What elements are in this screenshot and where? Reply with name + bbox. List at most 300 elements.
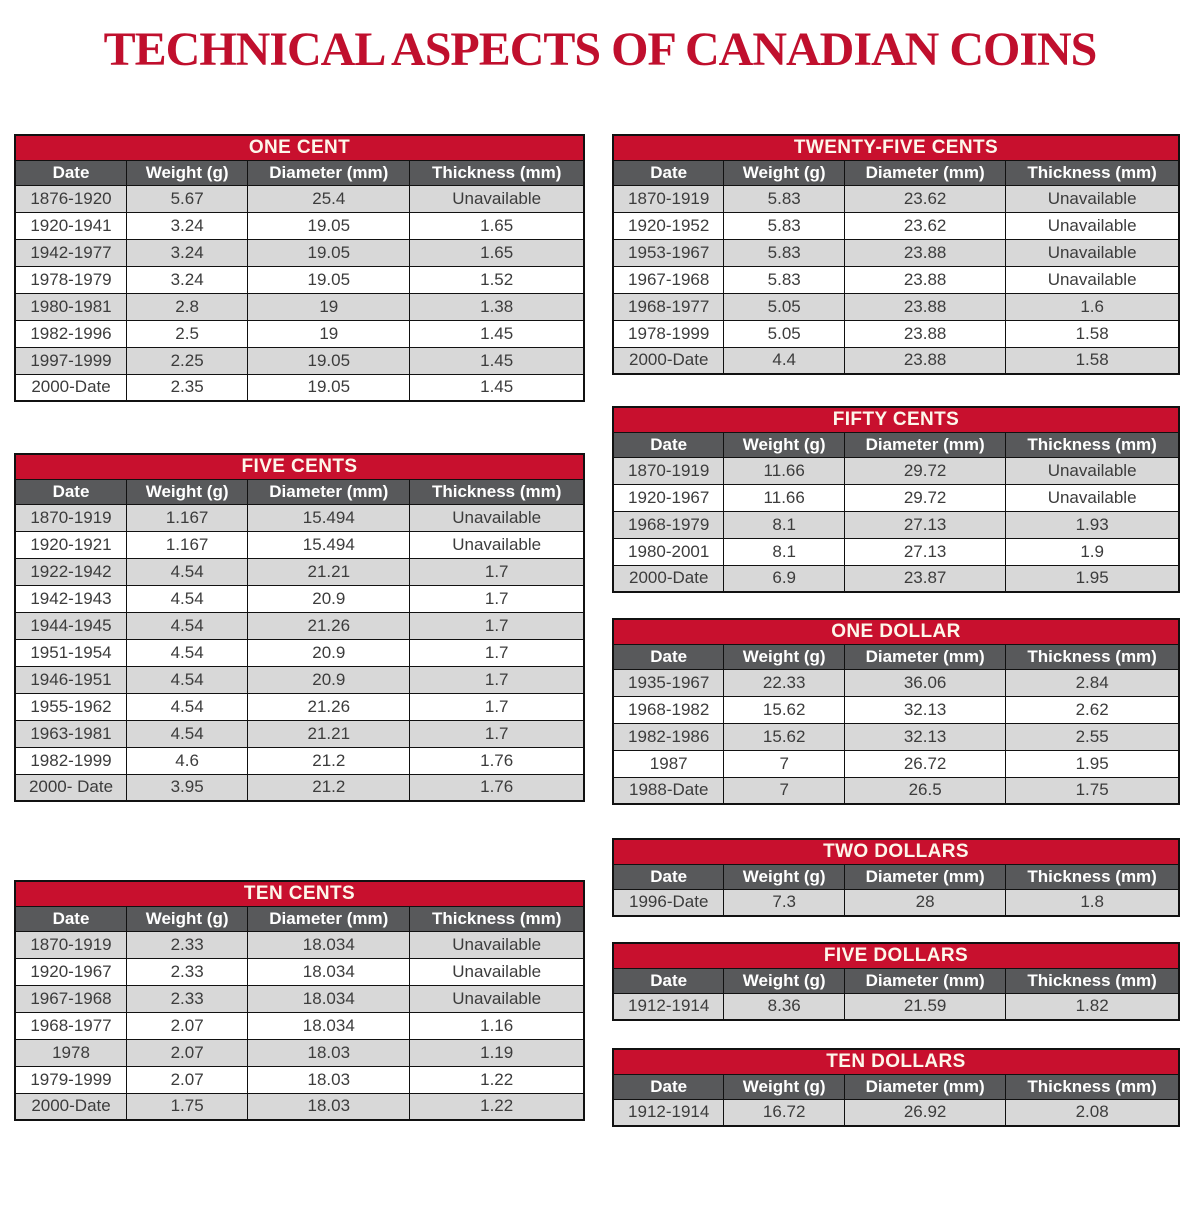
table-cell: Unavailable [410,185,584,212]
table-cell: 1935-1967 [613,669,724,696]
page-title: TECHNICAL ASPECTS OF CANADIAN COINS [103,23,1097,76]
right-column [612,134,1180,1127]
table-cell: Unavailable [1006,239,1179,266]
column-header-date: Date [613,644,724,669]
table-row [15,958,584,985]
table-cell: 7 [724,777,845,804]
table-cell: 2.33 [127,985,248,1012]
column-header-thickness-mm: Thickness (mm) [1006,160,1179,185]
table-cell: 1978-1999 [613,320,724,347]
table-cell: 2.33 [127,958,248,985]
table-cell: 11.66 [724,457,845,484]
coin-table-five-dollars [612,942,1180,1021]
column-header-date: Date [15,160,127,185]
table-title-band: FIVE CENTS [15,454,584,479]
table-cell: 23.62 [844,212,1005,239]
table-title-band: TEN CENTS [15,881,584,906]
table-cell: 1963-1981 [15,720,127,747]
column-header-diameter-mm: Diameter (mm) [844,432,1005,457]
column-header-date: Date [613,1074,724,1099]
coin-table-ten-dollars [612,1048,1180,1127]
column-header-weight-g: Weight (g) [724,644,845,669]
table-cell: 11.66 [724,484,845,511]
table-cell: 2.5 [127,320,248,347]
table-title-row [613,619,1179,644]
table-row [15,1039,584,1066]
table-cell: 1.9 [1006,538,1179,565]
table-row [613,347,1179,374]
table-cell: 1982-1996 [15,320,127,347]
table-row [613,1099,1179,1126]
table-cell: 8.1 [724,538,845,565]
table-row [15,185,584,212]
table-row [613,484,1179,511]
table-cell: 21.26 [248,612,410,639]
table-cell: 21.2 [248,774,410,801]
table-row [613,320,1179,347]
table-cell: 1978 [15,1039,127,1066]
table-row [613,669,1179,696]
table-row [15,1093,584,1120]
table-cell: 1.7 [410,639,584,666]
table-cell: 5.05 [724,293,845,320]
table-cell: 23.88 [844,320,1005,347]
table-cell: 1955-1962 [15,693,127,720]
table-cell: 15.62 [724,723,845,750]
table-cell: 1967-1968 [15,985,127,1012]
table-cell: 2.07 [127,1066,248,1093]
table-cell: 4.54 [127,693,248,720]
column-header-thickness-mm: Thickness (mm) [410,479,584,504]
table-cell: 1982-1986 [613,723,724,750]
column-header-thickness-mm: Thickness (mm) [1006,1074,1179,1099]
table-cell: 21.21 [248,558,410,585]
table-title-row [613,839,1179,864]
table-cell: 20.9 [248,666,410,693]
table-cell: 1.16 [410,1012,584,1039]
table-row [613,457,1179,484]
table-cell: 18.03 [248,1039,410,1066]
column-header-row [613,160,1179,185]
table-cell: Unavailable [410,504,584,531]
left-column [14,134,585,1121]
column-header-date: Date [613,160,724,185]
table-cell: 1920-1941 [15,212,127,239]
table-title-band: FIVE DOLLARS [613,943,1179,968]
column-header-thickness-mm: Thickness (mm) [410,906,584,931]
table-cell: 21.21 [248,720,410,747]
table-row [15,612,584,639]
column-header-diameter-mm: Diameter (mm) [844,160,1005,185]
table-cell: 1.76 [410,747,584,774]
table-row [613,565,1179,592]
table-cell: 8.1 [724,511,845,538]
table-cell: 1.19 [410,1039,584,1066]
table-cell: 4.6 [127,747,248,774]
table-cell: 1968-1979 [613,511,724,538]
table-row [613,185,1179,212]
table-cell: 1.82 [1006,993,1179,1020]
table-cell: 16.72 [724,1099,845,1126]
table-cell: 19.05 [248,212,410,239]
table-row [15,504,584,531]
table-row [15,347,584,374]
table-cell: Unavailable [410,958,584,985]
table-row [15,531,584,558]
table-cell: 28 [844,889,1005,916]
table-cell: 1870-1919 [15,504,127,531]
table-cell: 2.8 [127,293,248,320]
table-cell: 1997-1999 [15,347,127,374]
table-cell: 32.13 [844,696,1005,723]
table-row [613,777,1179,804]
column-header-diameter-mm: Diameter (mm) [844,1074,1005,1099]
table-cell: 2000- Date [15,774,127,801]
table-cell: 1.76 [410,774,584,801]
column-header-diameter-mm: Diameter (mm) [844,864,1005,889]
column-header-thickness-mm: Thickness (mm) [1006,968,1179,993]
table-cell: 2.07 [127,1012,248,1039]
table-cell: Unavailable [410,985,584,1012]
column-header-row [613,968,1179,993]
column-header-diameter-mm: Diameter (mm) [844,968,1005,993]
table-cell: 5.67 [127,185,248,212]
column-header-weight-g: Weight (g) [127,160,248,185]
table-cell: 1978-1979 [15,266,127,293]
table-cell: 1951-1954 [15,639,127,666]
table-cell: 1968-1977 [613,293,724,320]
table-cell: 1.7 [410,612,584,639]
column-header-row [15,479,584,504]
table-cell: 1979-1999 [15,1066,127,1093]
table-row [15,985,584,1012]
table-cell: 3.24 [127,212,248,239]
table-cell: 26.92 [844,1099,1005,1126]
table-cell: 3.24 [127,239,248,266]
table-cell: 1967-1968 [613,266,724,293]
table-row [15,558,584,585]
table-cell: 4.54 [127,666,248,693]
table-cell: 1.75 [127,1093,248,1120]
table-cell: 1912-1914 [613,993,724,1020]
table-row [613,696,1179,723]
table-cell: 1953-1967 [613,239,724,266]
table-cell: 1.22 [410,1066,584,1093]
table-cell: 19 [248,320,410,347]
table-cell: 1912-1914 [613,1099,724,1126]
table-title-row [613,943,1179,968]
column-header-weight-g: Weight (g) [127,906,248,931]
table-cell: 1.58 [1006,347,1179,374]
table-cell: 1968-1977 [15,1012,127,1039]
table-cell: 1920-1967 [613,484,724,511]
table-cell: 2.84 [1006,669,1179,696]
table-cell: Unavailable [1006,185,1179,212]
table-cell: 1920-1967 [15,958,127,985]
table-row [15,774,584,801]
table-title-band: FIFTY CENTS [613,407,1179,432]
table-cell: 1942-1977 [15,239,127,266]
column-header-date: Date [613,864,724,889]
table-cell: 1920-1921 [15,531,127,558]
table-cell: 1942-1943 [15,585,127,612]
table-cell: 19 [248,293,410,320]
table-title-row [613,407,1179,432]
table-cell: 26.72 [844,750,1005,777]
table-cell: 18.034 [248,931,410,958]
table-cell: 21.2 [248,747,410,774]
column-header-row [613,644,1179,669]
table-cell: 15.494 [248,531,410,558]
table-cell: 18.034 [248,1012,410,1039]
coin-table-one-cent [14,134,585,402]
table-cell: 1944-1945 [15,612,127,639]
table-cell: 1922-1942 [15,558,127,585]
column-header-date: Date [613,968,724,993]
table-cell: 1980-2001 [613,538,724,565]
table-cell: 29.72 [844,484,1005,511]
table-cell: 1988-Date [613,777,724,804]
table-cell: 2.33 [127,931,248,958]
table-cell: 1.38 [410,293,584,320]
coin-table-twenty-five-cents [612,134,1180,375]
table-row [15,585,584,612]
table-cell: 1870-1919 [15,931,127,958]
table-cell: 1870-1919 [613,185,724,212]
table-cell: 21.59 [844,993,1005,1020]
column-header-diameter-mm: Diameter (mm) [844,644,1005,669]
table-cell: 5.05 [724,320,845,347]
column-header-weight-g: Weight (g) [724,864,845,889]
table-cell: 23.88 [844,347,1005,374]
table-cell: 2000-Date [613,347,724,374]
table-row [15,747,584,774]
column-header-weight-g: Weight (g) [724,1074,845,1099]
table-title-band: TWO DOLLARS [613,839,1179,864]
column-header-weight-g: Weight (g) [724,432,845,457]
table-cell: 18.034 [248,985,410,1012]
table-cell: 1.7 [410,720,584,747]
table-cell: 4.54 [127,585,248,612]
table-cell: 19.05 [248,266,410,293]
table-cell: 1.167 [127,531,248,558]
coin-table-one-dollar [612,618,1180,805]
column-header-date: Date [15,479,127,504]
table-cell: 1.6 [1006,293,1179,320]
table-cell: Unavailable [1006,457,1179,484]
table-cell: 2.07 [127,1039,248,1066]
table-cell: 1.45 [410,320,584,347]
table-title-row [15,881,584,906]
table-cell: 5.83 [724,185,845,212]
table-cell: 4.54 [127,639,248,666]
table-cell: 7 [724,750,845,777]
table-title-band: ONE CENT [15,135,584,160]
table-cell: Unavailable [410,931,584,958]
table-row [613,239,1179,266]
column-header-thickness-mm: Thickness (mm) [1006,432,1179,457]
table-cell: 1.75 [1006,777,1179,804]
table-cell: 36.06 [844,669,1005,696]
column-header-weight-g: Weight (g) [127,479,248,504]
table-row [613,723,1179,750]
table-cell: 1920-1952 [613,212,724,239]
column-header-thickness-mm: Thickness (mm) [1006,864,1179,889]
column-header-row [613,1074,1179,1099]
table-cell: 1.8 [1006,889,1179,916]
table-cell: Unavailable [1006,484,1179,511]
table-cell: 23.88 [844,266,1005,293]
table-cell: 25.4 [248,185,410,212]
coin-table-five-cents [14,453,585,802]
table-cell: 1.58 [1006,320,1179,347]
table-cell: 1980-1981 [15,293,127,320]
table-cell: 18.03 [248,1093,410,1120]
table-row [613,293,1179,320]
table-cell: 2000-Date [15,374,127,401]
table-row [15,266,584,293]
table-row [15,374,584,401]
table-title-row [15,135,584,160]
table-cell: 1.45 [410,374,584,401]
column-header-row [613,864,1179,889]
table-row [15,239,584,266]
table-cell: 15.494 [248,504,410,531]
table-cell: 1.22 [410,1093,584,1120]
table-cell: 2000-Date [15,1093,127,1120]
column-header-weight-g: Weight (g) [724,160,845,185]
table-cell: 19.05 [248,239,410,266]
table-cell: 22.33 [724,669,845,696]
table-cell: 1946-1951 [15,666,127,693]
table-cell: 29.72 [844,457,1005,484]
table-cell: 1.45 [410,347,584,374]
table-row [15,1066,584,1093]
table-cell: 2000-Date [613,565,724,592]
table-cell: 19.05 [248,374,410,401]
table-cell: 4.54 [127,612,248,639]
table-row [15,320,584,347]
table-cell: 1.7 [410,693,584,720]
table-cell: 23.87 [844,565,1005,592]
table-cell: 19.05 [248,347,410,374]
table-cell: 8.36 [724,993,845,1020]
table-cell: 1.65 [410,212,584,239]
table-cell: 20.9 [248,585,410,612]
table-cell: 2.35 [127,374,248,401]
table-row [15,720,584,747]
table-cell: 1.95 [1006,565,1179,592]
table-cell: 1982-1999 [15,747,127,774]
table-row [613,538,1179,565]
table-cell: 2.08 [1006,1099,1179,1126]
table-cell: 1.7 [410,666,584,693]
table-row [15,639,584,666]
table-cell: 1.93 [1006,511,1179,538]
table-cell: 2.62 [1006,696,1179,723]
table-title-band: TEN DOLLARS [613,1049,1179,1074]
table-cell: 1870-1919 [613,457,724,484]
table-cell: 21.26 [248,693,410,720]
coin-table-two-dollars [612,838,1180,917]
table-cell: 1.7 [410,585,584,612]
table-cell: 4.4 [724,347,845,374]
table-cell: 4.54 [127,720,248,747]
table-row [613,889,1179,916]
table-title-row [613,1049,1179,1074]
column-header-date: Date [613,432,724,457]
table-row [15,931,584,958]
table-cell: 1996-Date [613,889,724,916]
column-header-thickness-mm: Thickness (mm) [410,160,584,185]
table-row [613,511,1179,538]
table-cell: 18.034 [248,958,410,985]
table-title-row [613,135,1179,160]
table-cell: 23.88 [844,293,1005,320]
table-cell: 27.13 [844,538,1005,565]
table-title-band: TWENTY-FIVE CENTS [613,135,1179,160]
table-cell: 5.83 [724,212,845,239]
table-cell: 3.95 [127,774,248,801]
table-row [15,666,584,693]
table-cell: 1876-1920 [15,185,127,212]
table-cell: 2.25 [127,347,248,374]
table-cell: 1.167 [127,504,248,531]
table-cell: 27.13 [844,511,1005,538]
table-cell: 18.03 [248,1066,410,1093]
table-title-row [15,454,584,479]
table-cell: 4.54 [127,558,248,585]
table-cell: 1987 [613,750,724,777]
table-cell: 3.24 [127,266,248,293]
coin-table-fifty-cents [612,406,1180,593]
table-row [613,266,1179,293]
table-cell: 6.9 [724,565,845,592]
coin-table-ten-cents [14,880,585,1121]
table-cell: Unavailable [1006,266,1179,293]
table-cell: 5.83 [724,239,845,266]
column-header-diameter-mm: Diameter (mm) [248,160,410,185]
column-header-thickness-mm: Thickness (mm) [1006,644,1179,669]
table-row [15,293,584,320]
table-cell: 23.62 [844,185,1005,212]
table-row [613,993,1179,1020]
table-row [613,750,1179,777]
table-row [15,693,584,720]
table-cell: Unavailable [410,531,584,558]
table-row [613,212,1179,239]
table-cell: 15.62 [724,696,845,723]
column-header-diameter-mm: Diameter (mm) [248,479,410,504]
table-cell: 1968-1982 [613,696,724,723]
table-cell: Unavailable [1006,212,1179,239]
table-cell: 7.3 [724,889,845,916]
table-cell: 1.65 [410,239,584,266]
table-cell: 1.52 [410,266,584,293]
table-cell: 1.7 [410,558,584,585]
table-cell: 26.5 [844,777,1005,804]
table-cell: 23.88 [844,239,1005,266]
column-header-weight-g: Weight (g) [724,968,845,993]
table-cell: 1.95 [1006,750,1179,777]
table-row [15,1012,584,1039]
table-row [15,212,584,239]
column-header-diameter-mm: Diameter (mm) [248,906,410,931]
table-cell: 2.55 [1006,723,1179,750]
table-cell: 32.13 [844,723,1005,750]
column-header-row [15,906,584,931]
column-header-row [613,432,1179,457]
